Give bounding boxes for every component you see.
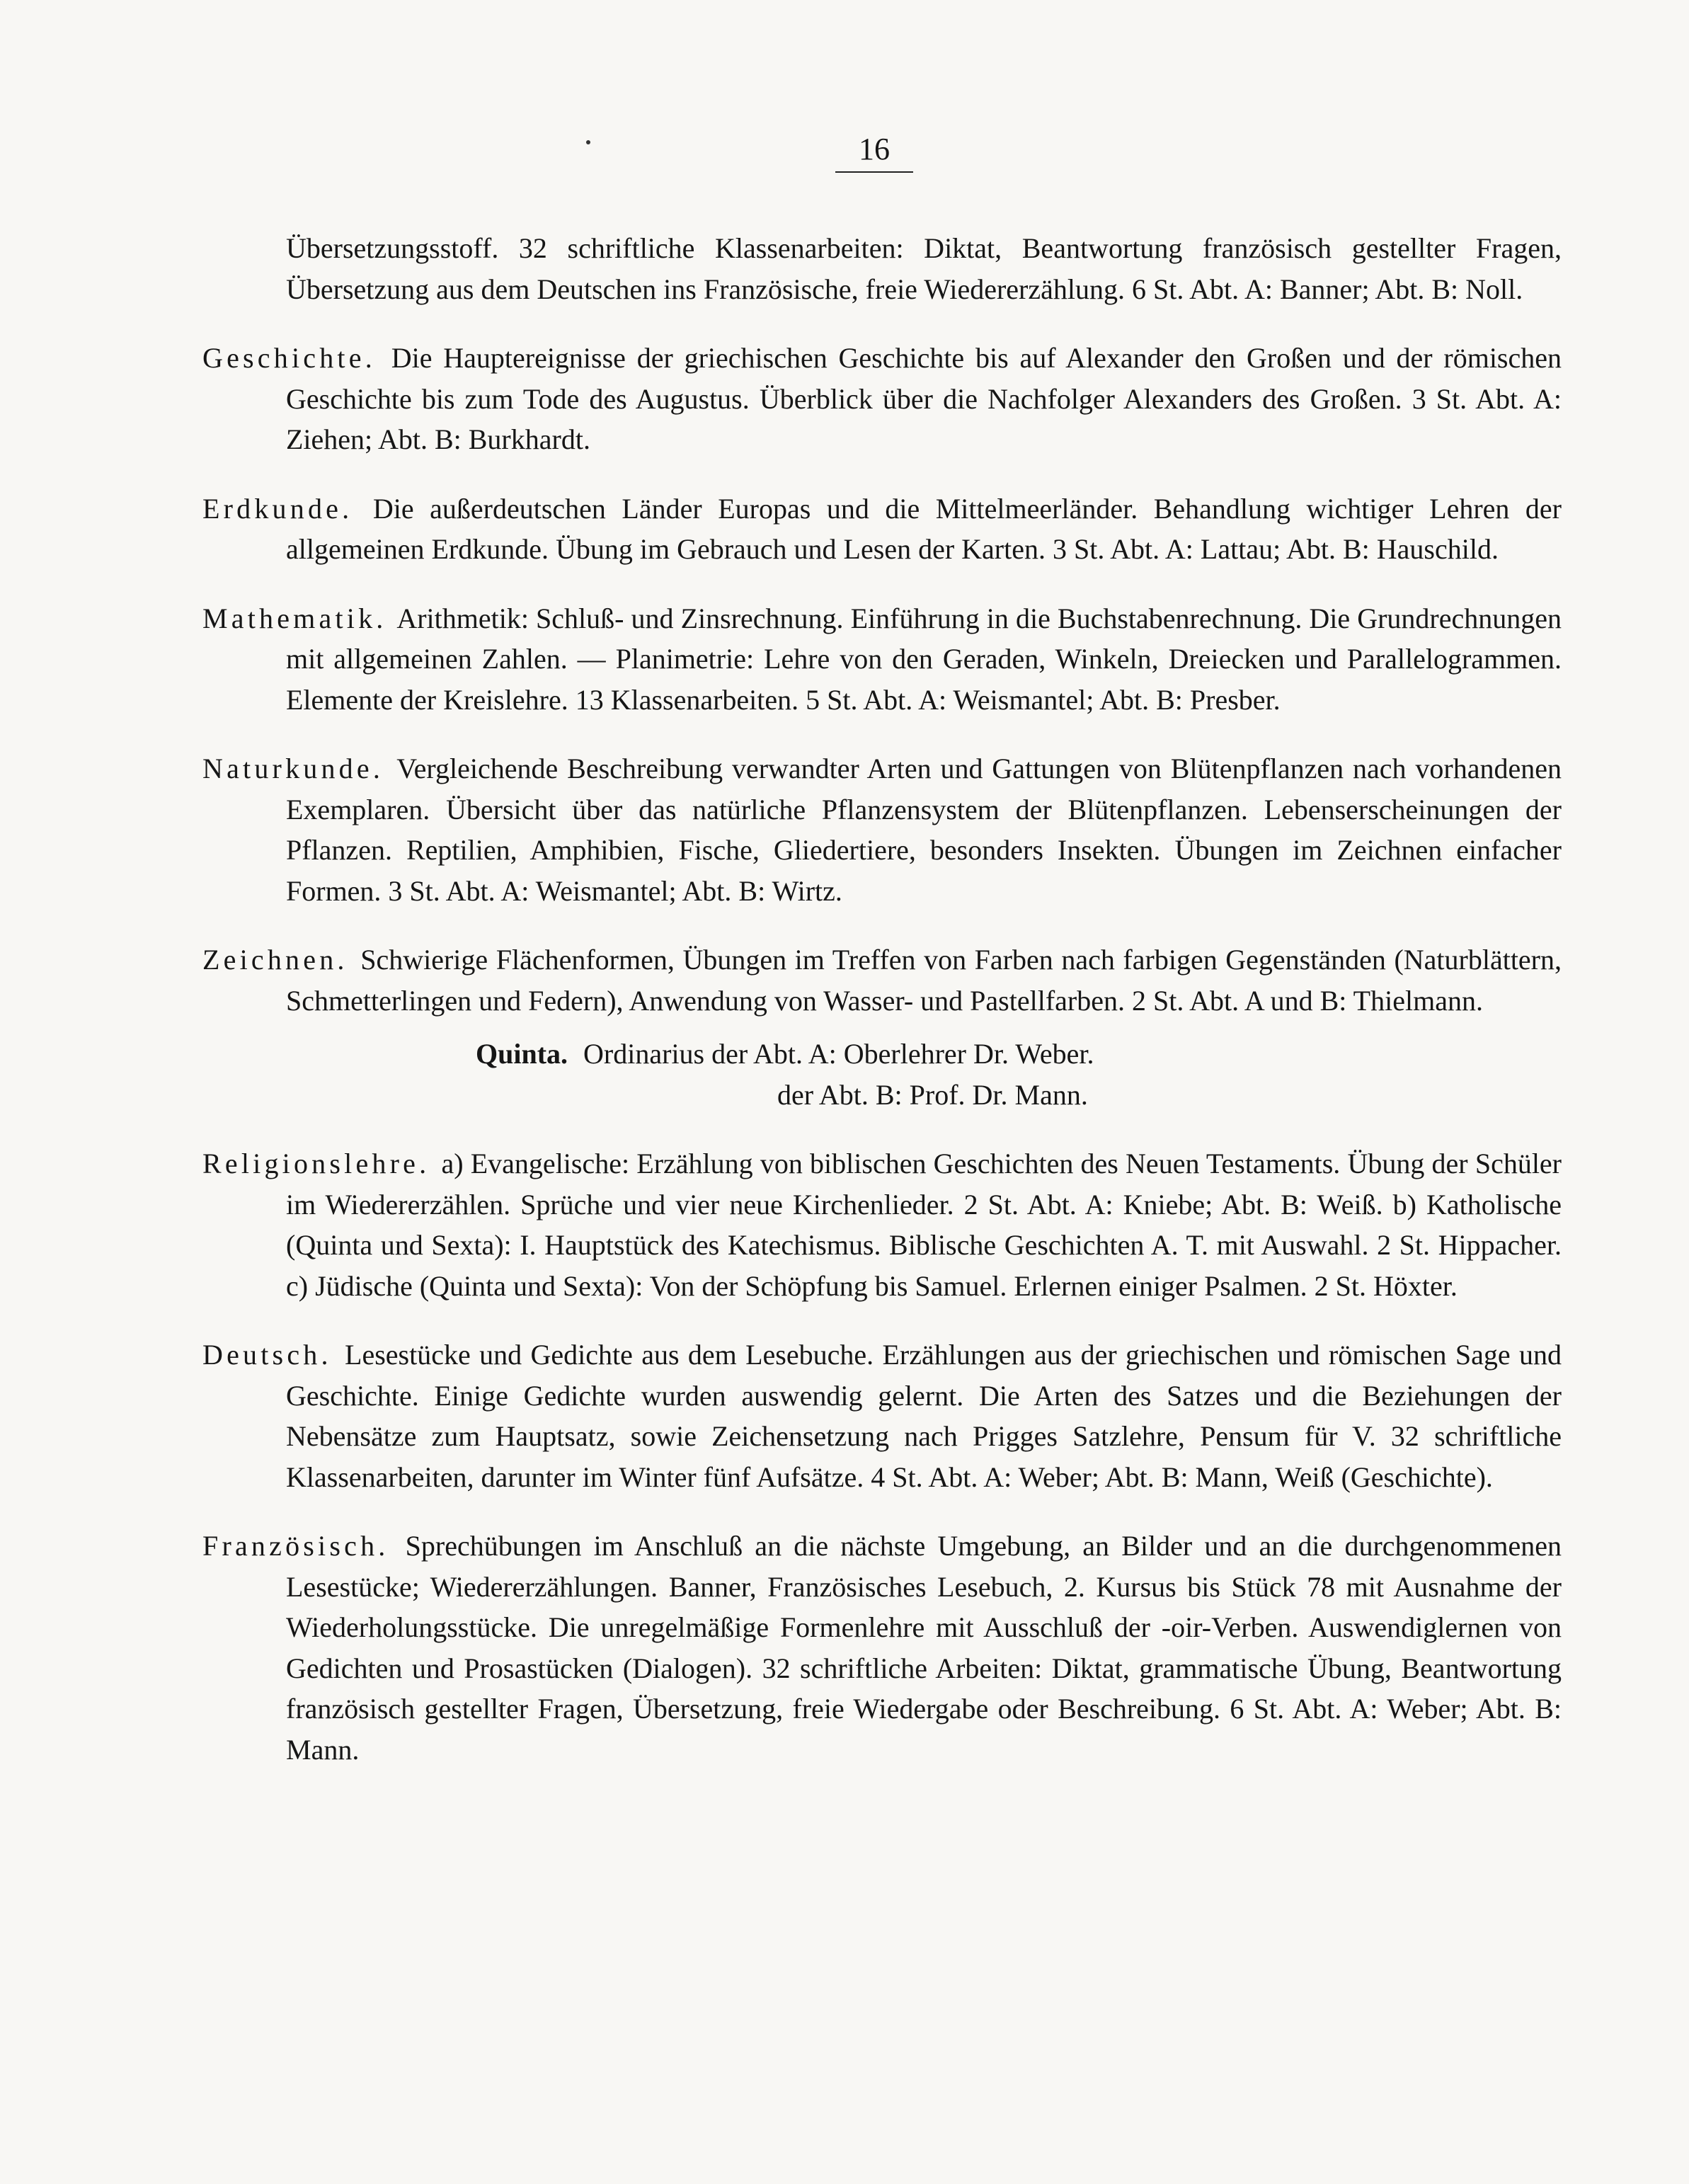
entry-geschichte <box>202 338 1562 460</box>
page-body <box>202 200 1562 1783</box>
paragraph-continuation: Übersetzungsstoff. 32 schriftliche Klassenarbeiten: Diktat, Beantwortung französisch gestellter Fragen, Übersetzung aus dem Deutschen ins Französische, freie Wiedererzählung. 6 St. Abt. A: Banner; Abt. B: Noll. <box>286 232 1562 305</box>
ordinarius-b: der Abt. B: Prof. Dr. Mann. <box>777 1078 1088 1111</box>
page-number: 16 <box>835 131 913 173</box>
entry-text: Arithmetik: Schluß- und Zinsrechnung. Einführung in die Buchstabenrechnung. Die Grundrechnungen mit allgemeinen Zahlen. — Planimetrie: Lehre von den Geraden, Winkeln, Dreiecken und Parallelogrammen. Elemente der Kreislehre. 13 Klassenarbeiten. 5 St. Abt. A: Weismantel; Abt. B: Presber. <box>286 602 1562 716</box>
entry-franzoesisch <box>202 1526 1562 1770</box>
entry-text: Sprechübungen im Anschluß an die nächste Umgebung, an Bilder und an die durchgenommenen Lesestücke; Wiedererzählungen. Banner, Französisches Lesebuch, 2. Kursus bis Stück 78 mit Ausnahme der Wiederholungsstücke. Die unregelmäßige Formenlehre mit Ausschluß der -oir-Verben. Auswendiglernen von Gedichten und Prosastücken (Dialogen). 32 schriftliche Arbeiten: Diktat, grammatische Übung, Beantwortung französisch gestellter Fragen, Übersetzung, freie Wiedergabe oder Beschreibung. 6 St. Abt. A: Weber; Abt. B: Mann. <box>286 1530 1562 1766</box>
entry-religionslehre <box>202 1143 1562 1306</box>
ordinarius-a: Ordinarius der Abt. A: Oberlehrer Dr. Weber. <box>583 1038 1094 1070</box>
subject-heading: Französisch. <box>202 1530 389 1562</box>
entry-text: a) Evangelische: Erzählung von biblischen Geschichten des Neuen Testaments. Übung der Schüler im Wiedererzählen. Sprüche und vier neue Kirchenlieder. 2 St. Abt. A: Kniebe; Abt. B: Weiß. b) Katholische (Quinta und Sexta): I. Hauptstück des Katechismus. Biblische Geschichten A. T. mit Auswahl. 2 St. Hippacher. c) Jüdische (Quinta und Sexta): Von der Schöpfung bis Samuel. Erlernen einiger Psalmen. 2 St. Höxter. <box>286 1148 1562 1302</box>
subject-heading: Geschichte. <box>202 342 376 374</box>
entry-naturkunde <box>202 748 1562 911</box>
section-title: Quinta. <box>476 1038 568 1070</box>
entry-text: Schwierige Flächenformen, Übungen im Treffen von Farben nach farbigen Gegenständen (Naturblättern, Schmetterlingen und Federn), Anwendung von Wasser- und Pastellfarben. 2 St. Abt. A und B: Thielmann. <box>286 944 1562 1017</box>
section-header-quinta <box>202 1034 1562 1115</box>
subject-heading: Naturkunde. <box>202 753 384 784</box>
entry-erdkunde <box>202 488 1562 570</box>
section-line-1 <box>202 1034 1562 1075</box>
entry-zeichnen <box>202 939 1562 1021</box>
subject-heading: Deutsch. <box>202 1339 332 1371</box>
subject-heading: Erdkunde. <box>202 492 353 525</box>
entry-deutsch <box>202 1334 1562 1497</box>
entry-text: Die außerdeutschen Länder Europas und die Mittelmeerländer. Behandlung wichtiger Lehren der allgemeinen Erdkunde. Übung im Gebrauch und Lesen der Karten. 3 St. Abt. A: Lattau; Abt. B: Hauschild. <box>286 492 1562 565</box>
printed-dot <box>586 140 590 144</box>
entry-text: Lesestücke und Gedichte aus dem Lesebuche. Erzählungen aus der griechischen und römischen Sage und Geschichte. Einige Gedichte wurden auswendig gelernt. Die Arten des Satzes und die Beziehungen der Nebensätze zum Hauptsatz, sowie Zeichensetzung nach Prigges Satzlehre, Pensum für V. 32 schriftliche Klassenarbeiten, darunter im Winter fünf Aufsätze. 4 St. Abt. A: Weber; Abt. B: Mann, Weiß (Geschichte). <box>286 1339 1562 1493</box>
subject-heading: Mathematik. <box>202 602 387 634</box>
entry-mathematik <box>202 598 1562 721</box>
entry-text: Die Hauptereignisse der griechischen Geschichte bis auf Alexander den Großen und der römischen Geschichte bis zum Tode des Augustus. Überblick über die Nachfolger Alexanders des Großen. 3 St. Abt. A: Ziehen; Abt. B: Burkhardt. <box>286 342 1562 455</box>
entry-text: Vergleichende Beschreibung verwandter Arten und Gattungen von Blütenpflanzen nach vorhandenen Exemplaren. Übersicht über das natürliche Pflanzensystem der Blütenpflanzen. Lebenserscheinungen der Pflanzen. Reptilien, Amphibien, Fische, Gliedertiere, besonders Insekten. Übungen im Zeichnen einfacher Formen. 3 St. Abt. A: Weismantel; Abt. B: Wirtz. <box>286 753 1562 907</box>
subject-heading: Zeichnen. <box>202 944 348 976</box>
subject-heading: Religionslehre. <box>202 1148 430 1179</box>
